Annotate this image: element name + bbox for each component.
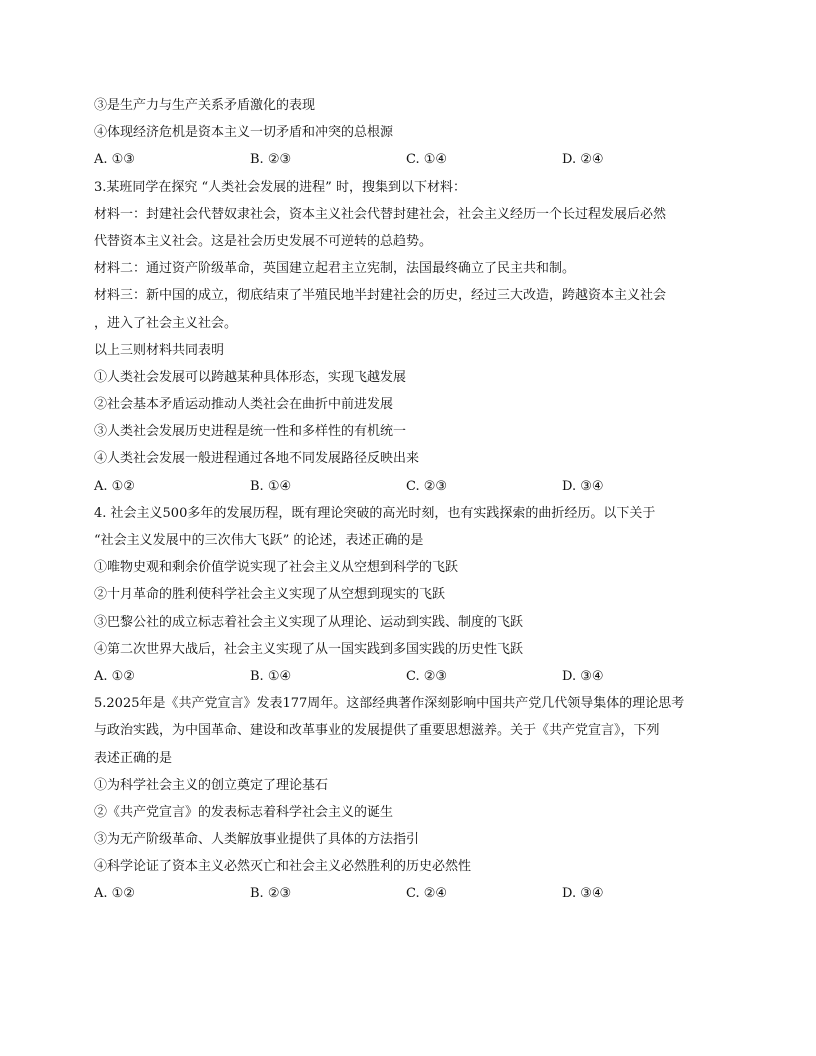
material-3-line-1: 材料三：新中国的成立，彻底结束了半殖民地半封建社会的历史，经过三大改造，跨越资本主义社会 xyxy=(94,288,667,304)
question-3-stem: 3.某班同学在探究 “人类社会发展的进程” 时，搜集到以下材料： xyxy=(94,179,466,195)
answer-options-q4 xyxy=(94,663,724,690)
question-5-stem-line-1: 5.2025年是《共产党宣言》发表177周年。这部经典著作深刻影响中国共产党几代领导集体的理论思考 xyxy=(94,696,685,712)
statement-4: ④科学论证了资本主义必然灭亡和社会主义必然胜利的历史必然性 xyxy=(94,859,472,875)
statement-3: ③人类社会发展历史进程是统一性和多样性的有机统一 xyxy=(94,424,407,440)
statement-3: ③为无产阶级革命、人类解放事业提供了具体的方法指引 xyxy=(94,832,420,848)
statement-2: ②《共产党宣言》的发表标志着科学社会主义的诞生 xyxy=(94,804,394,820)
statement-1: ①为科学社会主义的创立奠定了理论基石 xyxy=(94,777,329,793)
answer-options-q5 xyxy=(94,880,724,907)
option-b: B. ②③ xyxy=(250,886,292,902)
statement-2: ②十月革命的胜利使科学社会主义实现了从空想到现实的飞跃 xyxy=(94,587,446,603)
option-d: D. ③④ xyxy=(562,668,604,684)
question-4-stem-line-2: “社会主义发展中的三次伟大飞跃” 的论述，表述正确的是 xyxy=(94,533,424,548)
question-3-prompt: 以上三则材料共同表明 xyxy=(94,342,225,358)
option-b: B. ②③ xyxy=(250,152,292,168)
material-2: 材料二：通过资产阶级革命，英国建立起君主立宪制，法国最终确立了民主共和制。 xyxy=(94,261,576,277)
statement-4: ④第二次世界大战后，社会主义实现了从一国实践到多国实践的历史性飞跃 xyxy=(94,641,524,657)
option-c: C. ②③ xyxy=(406,478,448,494)
statement-4: ④人类社会发展一般进程通过各地不同发展路径反映出来 xyxy=(94,451,420,467)
material-1-line-2: 代替资本主义社会。这是社会历史发展不可逆转的总趋势。 xyxy=(94,233,433,249)
option-a: A. ①② xyxy=(94,886,135,902)
option-b: B. ①④ xyxy=(250,478,292,494)
question-5-stem-line-3: 表述正确的是 xyxy=(94,750,173,766)
option-d: D. ③④ xyxy=(562,886,604,902)
document-page xyxy=(94,92,724,908)
option-a: A. ①② xyxy=(94,668,135,684)
answer-options-q2 xyxy=(94,146,724,173)
question-4-stem-line-1: 4. 社会主义500多年的发展历程，既有理论突破的高光时刻，也有实践探索的曲折经历。以下关于 xyxy=(94,505,656,521)
question-5-stem-line-2: 与政治实践，为中国革命、建设和改革事业的发展提供了重要思想滋养。关于《共产党宣言》，下列 xyxy=(94,723,660,739)
answer-options-q3 xyxy=(94,473,724,500)
statement-2: ②社会基本矛盾运动推动人类社会在曲折中前进发展 xyxy=(94,397,394,413)
statement-1: ①人类社会发展可以跨越某种具体形态，实现飞越发展 xyxy=(94,369,407,385)
option-d: D. ②④ xyxy=(562,152,604,168)
option-c: C. ②④ xyxy=(406,886,448,902)
statement-3: ③是生产力与生产关系矛盾激化的表现 xyxy=(94,98,316,113)
statement-1: ①唯物史观和剩余价值学说实现了社会主义从空想到科学的飞跃 xyxy=(94,560,459,576)
option-a: A. ①② xyxy=(94,478,135,494)
option-c: C. ②③ xyxy=(406,668,448,684)
option-c: C. ①④ xyxy=(406,152,448,168)
material-1-line-1: 材料一：封建社会代替奴隶社会，资本主义社会代替封建社会，社会主义经历一个长过程发展后必然 xyxy=(94,206,667,222)
option-a: A. ①③ xyxy=(94,152,135,168)
option-d: D. ③④ xyxy=(562,478,604,494)
material-3-line-2: ，进入了社会主义社会。 xyxy=(94,315,238,331)
statement-4: ④体现经济危机是资本主义一切矛盾和冲突的总根源 xyxy=(94,125,394,141)
statement-3: ③巴黎公社的成立标志着社会主义实现了从理论、运动到实践、制度的飞跃 xyxy=(94,614,524,630)
option-b: B. ①④ xyxy=(250,668,292,684)
